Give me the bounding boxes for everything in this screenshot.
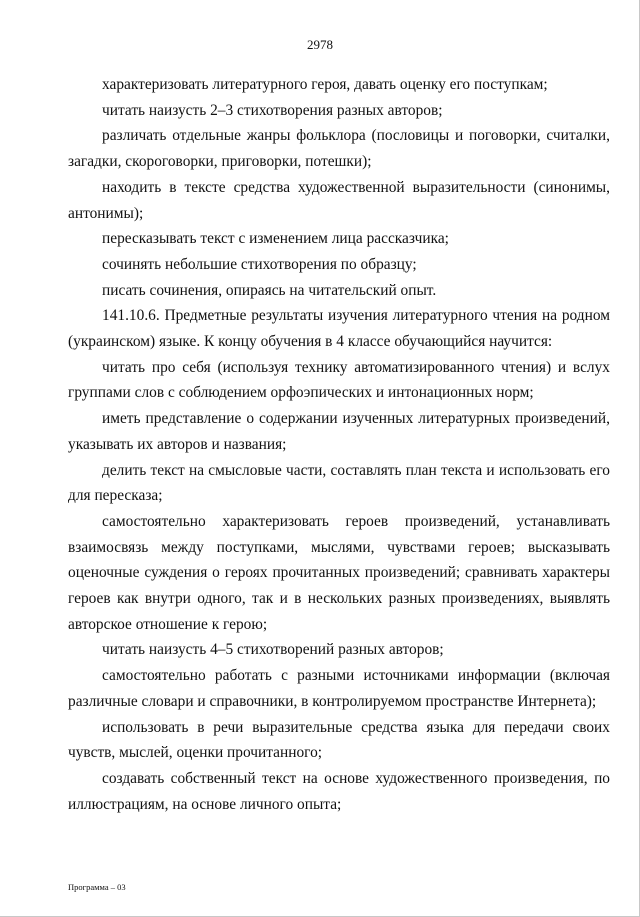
footer-label: Программа – 03	[68, 882, 126, 892]
paragraph: пересказывать текст с изменением лица рассказчика;	[102, 230, 449, 248]
paragraph: находить в тексте средства художественной выразительности (синонимы, антонимы);	[68, 178, 610, 222]
paragraph: читать наизусть 4–5 стихотворений разных авторов;	[102, 641, 444, 659]
paragraph: самостоятельно работать с разными источниками информации (включая различные словари и справочники, в контролируемом пространстве Интернета);	[68, 667, 610, 710]
paragraph: создавать собственный текст на основе художественного произведения, по иллюстрациям, на основе личного опыта;	[68, 769, 610, 813]
section-paragraph: 141.10.6. Предметные результаты изучения литературного чтения на родном (украинском) языке. К концу обучения в 4 классе обучающийся научится:	[68, 307, 610, 351]
paragraph: самостоятельно характеризовать героев произведений, устанавливать взаимосвязь между поступками, мыслями, чувствами героев; высказывать оценочные суждения о героях прочитанных произведений; сравнивать характеры героев как внутри одного, так и в нескольких разных произведениях, выявлять авторское отношение к герою;	[68, 512, 610, 633]
document-body	[68, 72, 610, 817]
page-number: 2978	[307, 37, 333, 52]
paragraph: читать наизусть 2–3 стихотворения разных авторов;	[102, 101, 443, 119]
paragraph: иметь представление о содержании изученных литературных произведений, указывать их авторов и названия;	[68, 410, 610, 453]
paragraph: использовать в речи выразительные средства языка для передачи своих чувств, мыслей, оценки прочитанного;	[68, 718, 610, 762]
paragraph: сочинять небольшие стихотворения по образцу;	[102, 255, 417, 273]
paragraph: читать про себя (используя технику автоматизированного чтения) и вслух группами слов с соблюдением орфоэпических и интонационных норм;	[68, 358, 610, 402]
paragraph: делить текст на смысловые части, составлять план текста и использовать его для пересказа;	[68, 461, 610, 505]
paragraph: различать отдельные жанры фольклора (пословицы и поговорки, считалки, загадки, скороговорки, приговорки, потешки);	[68, 127, 610, 171]
paragraph: характеризовать литературного героя, давать оценку его поступкам;	[102, 76, 548, 93]
paragraph: писать сочинения, опираясь на читательский опыт.	[102, 281, 437, 299]
